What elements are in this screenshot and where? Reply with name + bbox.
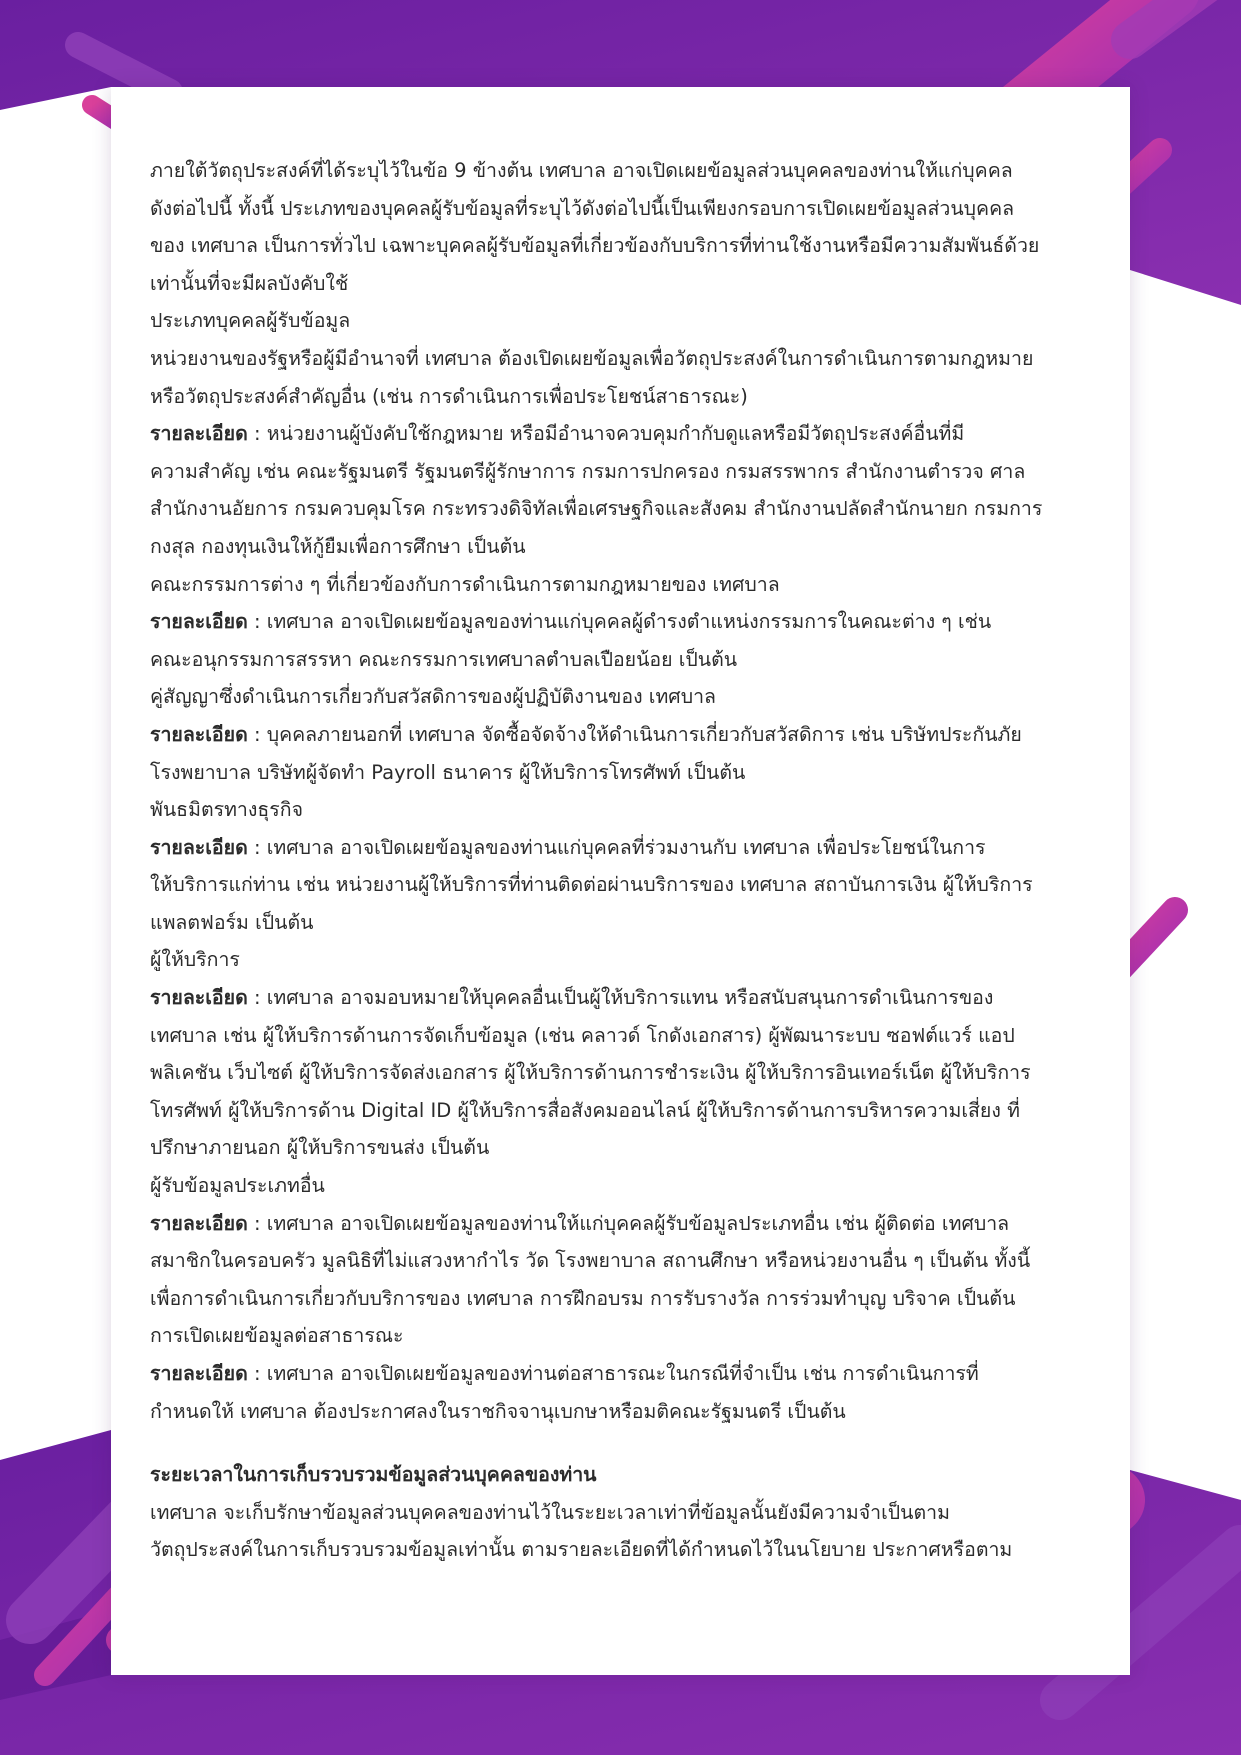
document-body — [150, 152, 1090, 1569]
category-detail-line: รายละเอียด : เทศบาล อาจมอบหมายให้บุคคลอื่นเป็นผู้ให้บริการแทน หรือสนับสนุนการดำเนินการของ — [150, 986, 994, 1010]
detail-label: รายละเอียด — [150, 722, 248, 746]
category-detail-line: รายละเอียด : เทศบาล อาจเปิดเผยข้อมูลของท่านแก่บุคคลผู้ดำรงตำแหน่งกรรมการในคณะต่าง ๆ เช่น — [150, 610, 992, 634]
category-detail-line: กำหนดให้ เทศบาล ต้องประกาศลงในราชกิจจานุเบกษาหรือมติคณะรัฐมนตรี เป็นต้น — [150, 1399, 846, 1423]
category-detail-line: เทศบาล เช่น ผู้ให้บริการด้านการจัดเก็บข้อมูล (เช่น คลาวด์ โกดังเอกสาร) ผู้พัฒนาระบบ ซอฟต์แวร์ แอป — [150, 1023, 1015, 1047]
category-detail-line: รายละเอียด : บุคคลภายนอกที่ เทศบาล จัดซื้อจัดจ้างให้ดำเนินการเกี่ยวกับสวัสดิการ เช่น บริษัทประกันภัย — [150, 722, 1022, 746]
intro-line: เท่านั้นที่จะมีผลบังคับใช้ — [150, 271, 349, 295]
retention-line: เทศบาล จะเก็บรักษาข้อมูลส่วนบุคคลของท่านไว้ในระยะเวลาเท่าที่ข้อมูลนั้นยังมีความจำเป็นตาม — [150, 1500, 950, 1524]
category-title-line: คู่สัญญาซึ่งดำเนินการเกี่ยวกับสวัสดิการของผู้ปฏิบัติงานของ เทศบาล — [150, 685, 716, 709]
category-title-line: หรือวัตถุประสงค์สำคัญอื่น (เช่น การดำเนินการเพื่อประโยชน์สาธารณะ) — [150, 384, 748, 408]
intro-line: ดังต่อไปนี้ ทั้งนี้ ประเภทของบุคคลผู้รับข้อมูลที่ระบุไว้ดังต่อไปนี้เป็นเพียงกรอบการเปิดเผยข้อมูลส่วนบุคคล — [150, 196, 1015, 220]
category-detail-line: รายละเอียด : หน่วยงานผู้บังคับใช้กฎหมาย หรือมีอำนาจควบคุมกำกับดูแลหรือมีวัตถุประสงค์อื่นที่มี — [150, 422, 965, 446]
category-detail-line: ให้บริการแก่ท่าน เช่น หน่วยงานผู้ให้บริการที่ท่านติดต่อผ่านบริการของ เทศบาล สถาบันการเงิน ผู้ให้บริการ — [150, 873, 1033, 897]
category-detail-line: ความสำคัญ เช่น คณะรัฐมนตรี รัฐมนตรีผู้รักษาการ กรมการปกครอง กรมสรรพากร สำนักงานตำรวจ ศาล — [150, 459, 1026, 483]
category-title-line: คณะกรรมการต่าง ๆ ที่เกี่ยวข้องกับการดำเนินการตามกฎหมายของ เทศบาล — [150, 572, 780, 596]
category-title-line: ผู้ให้บริการ — [150, 948, 240, 972]
category-detail-line: รายละเอียด : เทศบาล อาจเปิดเผยข้อมูลของท่านให้แก่บุคคลผู้รับข้อมูลประเภทอื่น เช่น ผู้ติดต่อ เทศบาล — [150, 1211, 1010, 1235]
category-detail-line: สำนักงานอัยการ กรมควบคุมโรค กระทรวงดิจิทัลเพื่อเศรษฐกิจและสังคม สำนักงานปลัดสำนักนายก กรมการ — [150, 497, 1043, 521]
category-detail-line: โทรศัพท์ ผู้ให้บริการด้าน Digital ID ผู้ให้บริการสื่อสังคมออนไลน์ ผู้ให้บริการด้านการบริหารความเสี่ยง ที่ — [150, 1098, 1020, 1122]
category-title-line: หน่วยงานของรัฐหรือผู้มีอำนาจที่ เทศบาล ต้องเปิดเผยข้อมูลเพื่อวัตถุประสงค์ในการดำเนินการตามกฎหมาย — [150, 346, 1034, 370]
detail-label: รายละเอียด — [150, 1211, 248, 1235]
category-detail-line: รายละเอียด : เทศบาล อาจเปิดเผยข้อมูลของท่านแก่บุคคลที่ร่วมงานกับ เทศบาล เพื่อประโยชน์ในการ — [150, 835, 986, 859]
category-detail-line: ปรึกษาภายนอก ผู้ให้บริการขนส่ง เป็นต้น — [150, 1136, 490, 1160]
detail-label: รายละเอียด — [150, 610, 248, 634]
retention-line: วัตถุประสงค์ในการเก็บรวบรวมข้อมูลเท่านั้น ตามรายละเอียดที่ได้กำหนดไว้ในนโยบาย ประกาศหรือตาม — [150, 1538, 1013, 1562]
category-title-line: พันธมิตรทางธุรกิจ — [150, 798, 304, 822]
detail-label: รายละเอียด — [150, 1362, 248, 1385]
intro-line: ของ เทศบาล เป็นการทั่วไป เฉพาะบุคคลผู้รับข้อมูลที่เกี่ยวข้องกับบริการที่ท่านใช้งานหรือมีความสัมพันธ์ด้วย — [150, 234, 1040, 258]
intro-line: ภายใต้วัตถุประสงค์ที่ได้ระบุไว้ในข้อ 9 ข้างต้น เทศบาล อาจเปิดเผยข้อมูลส่วนบุคคลของท่านให้แก่บุคคล — [150, 159, 1013, 182]
recipient-heading: ประเภทบุคคลผู้รับข้อมูล — [150, 309, 351, 333]
category-detail-line: รายละเอียด : เทศบาล อาจเปิดเผยข้อมูลของท่านต่อสาธารณะในกรณีที่จำเป็น เช่น การดำเนินการที่ — [150, 1362, 979, 1385]
category-title-line: ผู้รับข้อมูลประเภทอื่น — [150, 1174, 325, 1198]
category-detail-line: คณะอนุกรรมการสรรหา คณะกรรมการเทศบาลตำบลเปือยน้อย เป็นต้น — [150, 647, 738, 671]
category-detail-line: พลิเคชัน เว็บไซต์ ผู้ให้บริการจัดส่งเอกสาร ผู้ให้บริการด้านการชำระเงิน ผู้ให้บริการอินเทอร์เน็ต ผู้ให้บริการ — [150, 1061, 1031, 1085]
category-title-line: การเปิดเผยข้อมูลต่อสาธารณะ — [150, 1324, 404, 1348]
category-detail-line: กงสุล กองทุนเงินให้กู้ยืมเพื่อการศึกษา เป็นต้น — [150, 534, 526, 558]
category-detail-line: สมาชิกในครอบครัว มูลนิธิที่ไม่แสวงหากำไร วัด โรงพยาบาล สถานศึกษา หรือหน่วยงานอื่น ๆ เป็นต้น ทั้งนี้ — [150, 1249, 1031, 1273]
category-detail-line: เพื่อการดำเนินการเกี่ยวกับบริการของ เทศบาล การฝึกอบรม การรับรางวัล การร่วมทำบุญ บริจาค เป็นต้น — [150, 1286, 1016, 1310]
retention-heading: ระยะเวลาในการเก็บรวบรวมข้อมูลส่วนบุคคลของท่าน — [150, 1463, 597, 1487]
detail-label: รายละเอียด — [150, 422, 248, 446]
detail-label: รายละเอียด — [150, 986, 248, 1010]
detail-label: รายละเอียด — [150, 835, 248, 859]
category-detail-line: โรงพยาบาล บริษัทผู้จัดทำ Payroll ธนาคาร ผู้ให้บริการโทรศัพท์ เป็นต้น — [150, 760, 746, 784]
category-detail-line: แพลตฟอร์ม เป็นต้น — [150, 910, 314, 934]
